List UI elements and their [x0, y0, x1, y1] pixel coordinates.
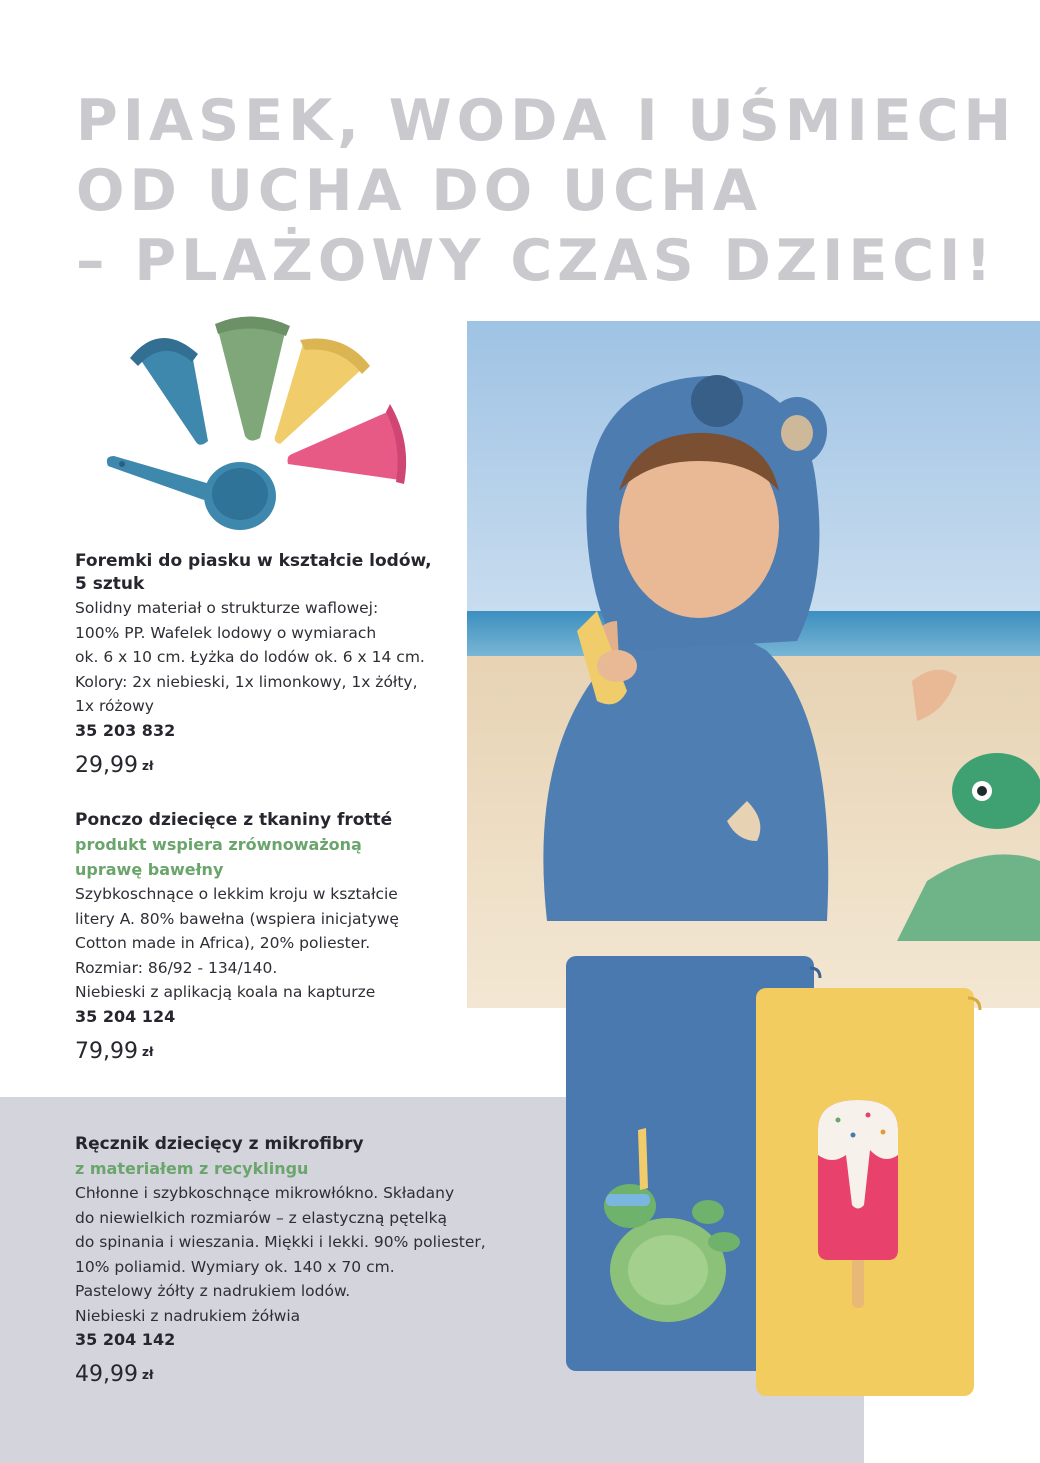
product-description: Chłonne i szybkoschnące mikrowłókno. Składany do niewielkich rozmiarów – z elastyczną pętelką do spinania i wieszania. Miękki i lekki. 90% poliester, 10% poliamid. Wymiary ok. 140 x 70 cm. Pastelowy żółty z nadrukiem lodów. Niebieski z nadrukiem żółwia: [75, 1184, 486, 1325]
product-title: Ręcznik dziecięcy z mikrofibry: [75, 1134, 364, 1154]
sand-molds-image: [100, 316, 420, 546]
product-title: Ponczo dziecięce z tkaniny frotté: [75, 810, 393, 830]
product-code: 35 204 142: [75, 1330, 176, 1349]
product-title: Foremki do piasku w kształcie lodów, 5 sztuk: [75, 551, 432, 594]
product-sand-molds: [75, 550, 515, 781]
product-code: 35 203 832: [75, 720, 176, 740]
price-value: 49,99: [75, 1362, 138, 1387]
product-price: [75, 1037, 515, 1067]
product-towel: [75, 1133, 535, 1390]
product-code: 35 204 124: [75, 1006, 176, 1026]
product-description: Solidny materiał o strukturze waflowej: 100% PP. Wafelek lodowy o wymiarach ok. 6 x 10 cm. Łyżka do lodów ok. 6 x 14 cm. Kolory: 2x niebieski, 1x limonkowy, 1x żółty, 1x różowy: [75, 599, 425, 715]
product-poncho: [75, 809, 515, 1067]
blue-scoop: [107, 456, 276, 530]
headline-line-1: PIASEK, WODA I UŚMIECH: [76, 88, 1017, 154]
headline-line-2: OD UCHA DO UCHA: [76, 158, 762, 224]
blue-cone: [130, 338, 208, 445]
product-description: Szybkoschnące o lekkim kroju w kształcie litery A. 80% bawełna (wspiera inicjatywę Cotton made in Africa), 20% poliester. Rozmiar: 86/92 - 134/140. Niebieski z aplikacją koala na kapturze: [75, 885, 399, 1001]
price-value: 29,99: [75, 752, 138, 778]
page-headline: [76, 86, 1016, 296]
product-price: [75, 751, 515, 781]
headline-line-3: – PLAŻOWY CZAS DZIECI!: [76, 228, 997, 294]
product-eco-label: produkt wspiera zrównoważoną uprawę bawełny: [75, 835, 362, 879]
green-cone: [215, 316, 290, 440]
product-price: [75, 1360, 535, 1390]
price-value: 79,99: [75, 1038, 138, 1064]
yellow-towel: [756, 988, 980, 1396]
price-currency: zł: [141, 1044, 154, 1059]
price-currency: zł: [141, 758, 154, 773]
beach-photo: [467, 321, 1040, 1008]
towels-image: [548, 950, 998, 1430]
product-eco-label: z materiałem z recyklingu: [75, 1159, 309, 1178]
price-currency: zł: [141, 1368, 154, 1382]
